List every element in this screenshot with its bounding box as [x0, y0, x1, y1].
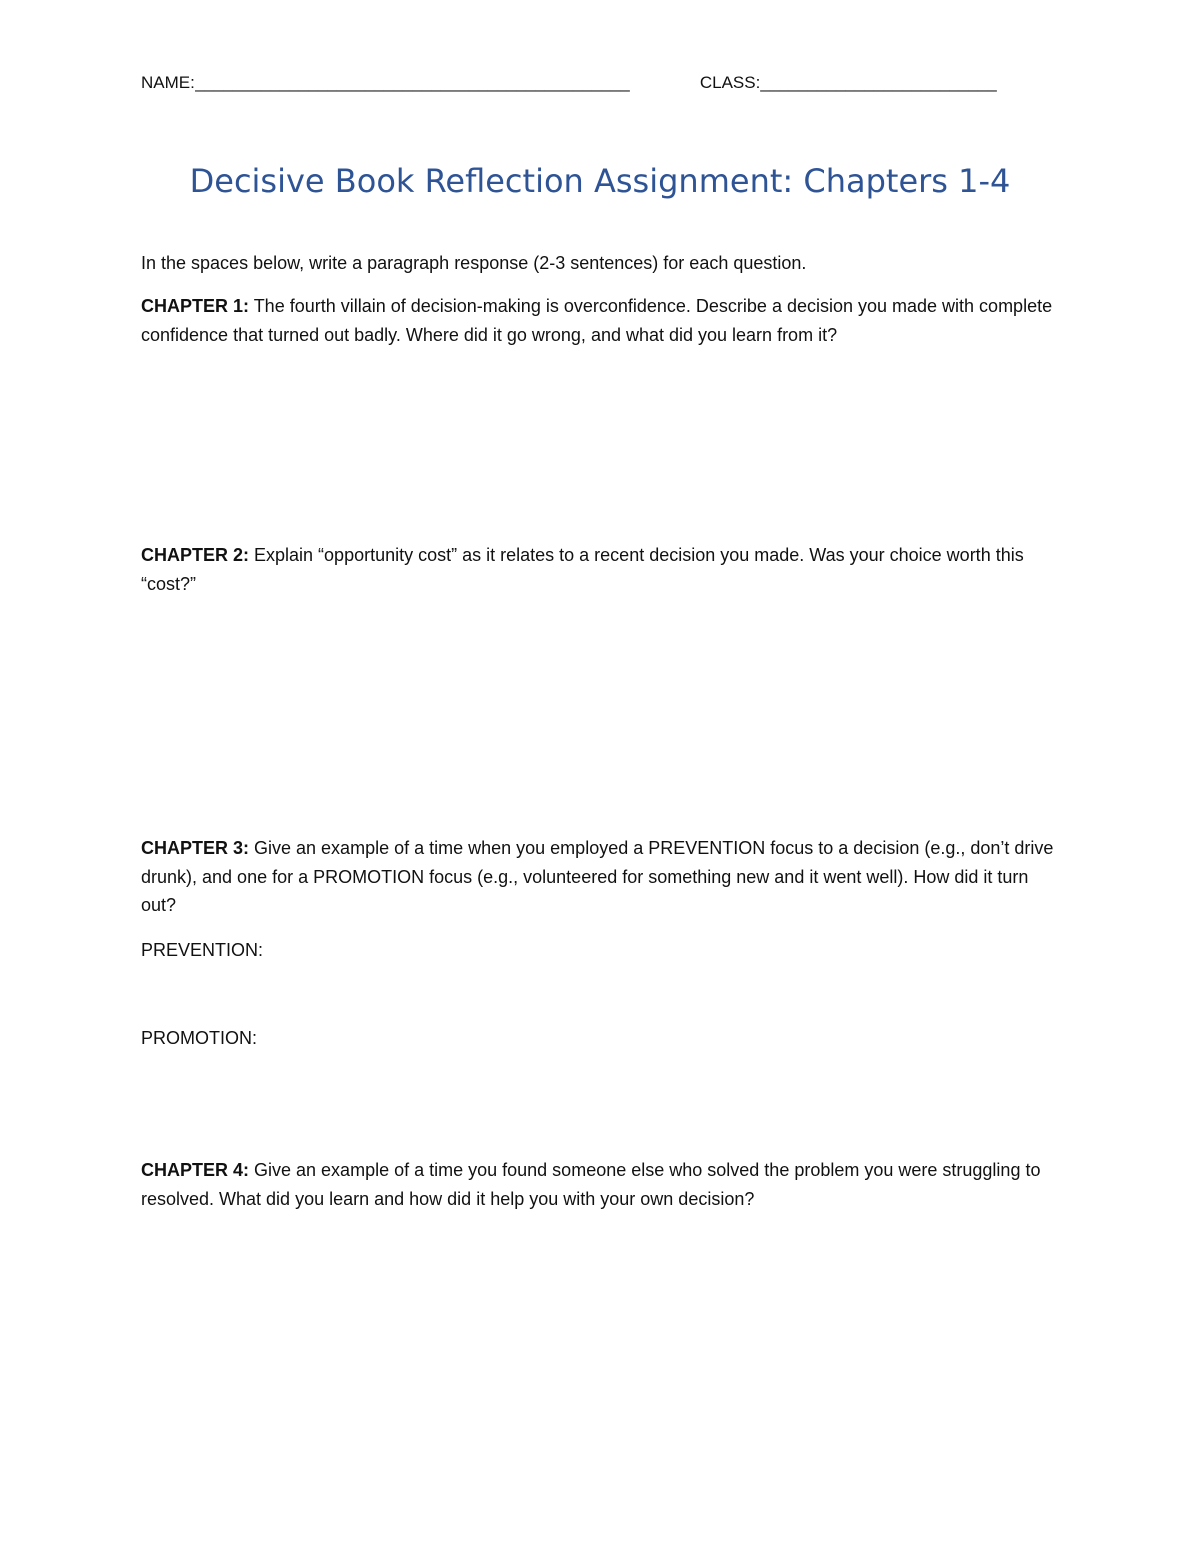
- name-class-header: [141, 73, 1028, 93]
- question-label: CHAPTER 3:: [141, 838, 250, 858]
- question-chapter-4: [141, 1156, 1061, 1213]
- name-label: NAME:: [141, 73, 195, 92]
- question-label: CHAPTER 1:: [141, 296, 250, 316]
- class-label: CLASS:: [699, 73, 761, 92]
- promotion-label: PROMOTION:: [141, 1028, 257, 1048]
- question-text: Explain “opportunity cost” as it relates to a recent decision you made. Was your choice worth this “cost?”: [141, 545, 1024, 594]
- question-chapter-3: [141, 834, 1061, 920]
- name-field[interactable]: ______________________________________________: [194, 73, 630, 92]
- question-text: Give an example of a time you found someone else who solved the problem you were struggling to resolved. What did you learn and how did it help you with your own decision?: [141, 1160, 1041, 1209]
- prevention-label: PREVENTION:: [141, 940, 264, 960]
- question-chapter-1: [141, 292, 1061, 349]
- question-label: CHAPTER 4:: [141, 1160, 250, 1180]
- question-text: The fourth villain of decision-making is overconfidence. Describe a decision you made with complete confidence that turned out badly. Where did it go wrong, and what did you learn from it?: [141, 296, 1053, 345]
- instructions: In the spaces below, write a paragraph response (2-3 sentences) for each question.: [141, 253, 807, 273]
- class-field[interactable]: _________________________: [760, 73, 997, 92]
- question-text: Give an example of a time when you employed a PREVENTION focus to a decision (e.g., don’t drive drunk), and one for a PROMOTION focus (e.g., volunteered for something new and it went well). How did it turn out?: [141, 838, 1054, 915]
- question-label: CHAPTER 2:: [141, 545, 250, 565]
- question-chapter-2: [141, 541, 1061, 598]
- page-title: Decisive Book Reflection Assignment: Chapters 1-4: [189, 162, 1011, 200]
